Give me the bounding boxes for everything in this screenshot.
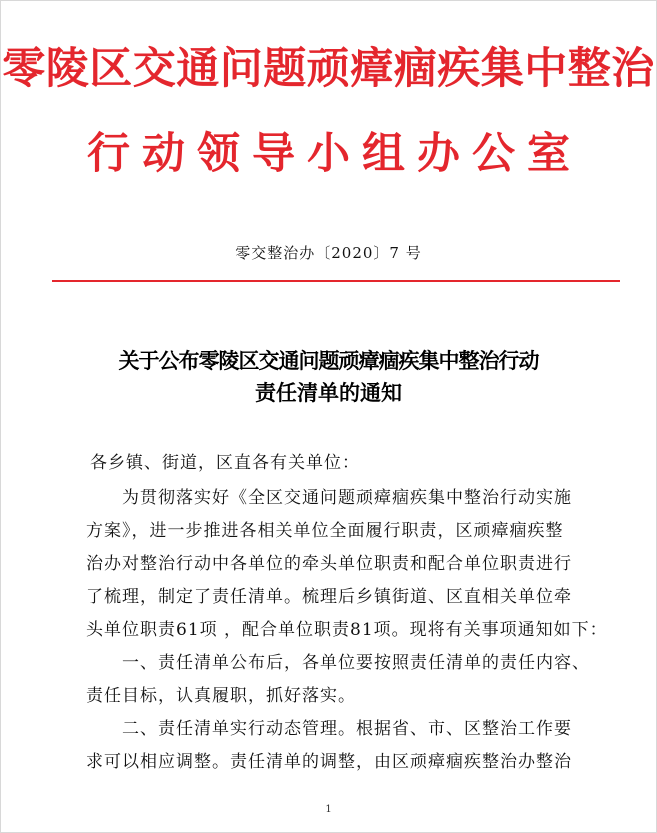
body-line: 责任目标，认真履职，抓好落实。: [86, 686, 356, 706]
document-body: [86, 447, 608, 787]
body-line: 方案》，进一步推进各相关单位全面履行职责，区顽瘴痼疾整: [86, 521, 564, 541]
issuer-header-line-1: 零陵区交通问题顽瘴痼疾集中整治: [2, 44, 655, 94]
document-number: 零交整治办〔2020〕7 号: [235, 244, 422, 262]
body-line: 了梳理，制定了责任清单。梳理后乡镇街道、区直相关单位牵: [86, 587, 572, 607]
page-number: 1: [325, 804, 332, 815]
document-title-line-1: 关于公布零陵区交通问题顽瘴痼疾集中整治行动: [118, 349, 539, 373]
body-line: 二、责任清单实行动态管理。根据省、市、区整治工作要: [86, 719, 572, 739]
body-line: 头单位职责61项 ，配合单位职责81项。现将有关事项通知如下：: [86, 620, 608, 640]
red-separator-line: [52, 280, 620, 282]
body-line: 求可以相应调整。责任清单的调整，由区顽瘴痼疾整治办整治: [86, 752, 572, 772]
salutation: 各乡镇、街道，区直各有关单位：: [90, 453, 360, 473]
document-title-line-2: 责任清单的通知: [255, 381, 402, 405]
issuer-header-line-2: 行动领导小组办公室: [87, 129, 582, 179]
body-line: 为贯彻落实好《全区交通问题顽瘴痼疾集中整治行动实施: [86, 488, 572, 508]
body-line: 治办对整治行动中各单位的牵头单位职责和配合单位职责进行: [86, 554, 572, 574]
body-line: 一、责任清单公布后，各单位要按照责任清单的责任内容、: [86, 653, 590, 673]
